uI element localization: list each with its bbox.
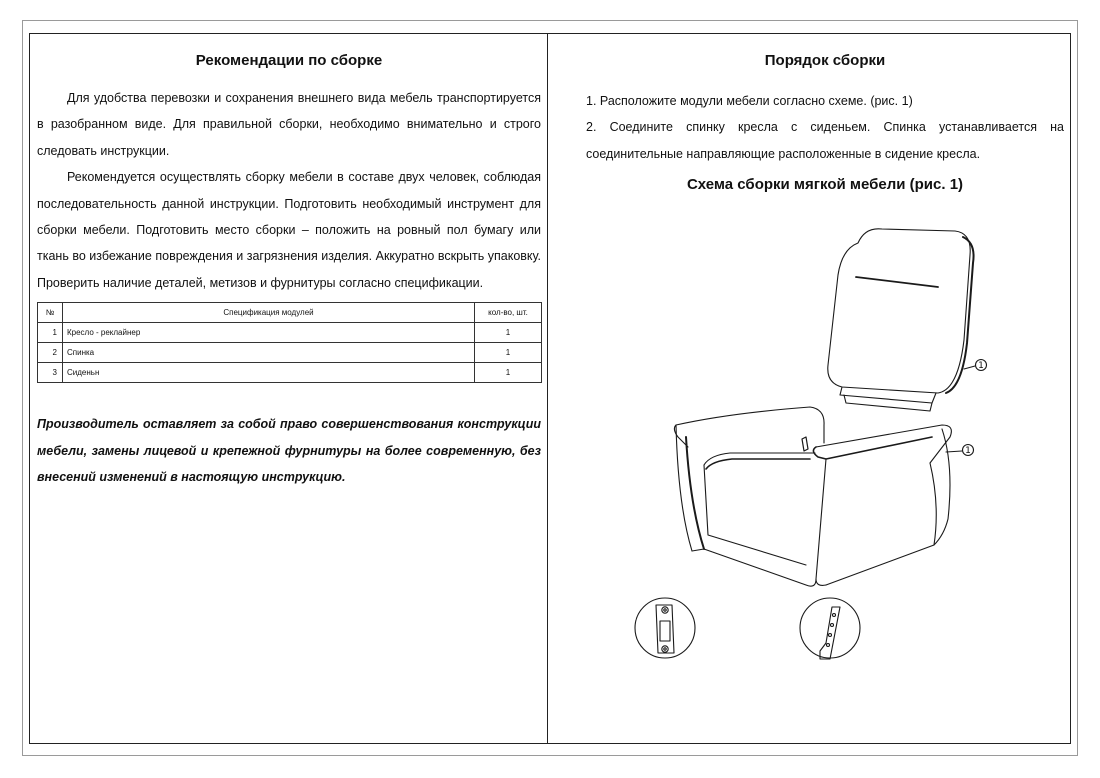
left-column [37,48,541,490]
diagram-title: Схема сборки мягкой мебели (рис. 1) [686,176,964,194]
row-number: 3 [38,363,63,383]
step-1-text: 1. Расположите модули мебели согласно схеме. (рис. 1) [586,94,913,108]
row-quantity: 1 [475,363,542,383]
assembly-recommendations-title: Рекомендации по сборке [195,52,383,69]
callout-backrest [964,360,987,372]
callout-seat [946,445,974,457]
column-header-qty: кол-во, шт. [475,303,542,323]
row-number: 2 [38,343,63,363]
table-row [38,363,542,383]
row-module-name: Сиденьн [63,363,475,383]
column-header-number: № [38,303,63,323]
recliner-assembly-diagram [620,215,1050,675]
table-row [38,323,542,343]
row-number: 1 [38,323,63,343]
mounting-bracket-detail [635,598,695,658]
preparation-paragraph: Рекомендуется осуществлять сборку мебели в составе двух человек, соблюдая последовательность данной инструкции. Подготовить необходимый инструмент для сборки мебели. Подготовить место сборки – положить на ровный пол бумагу или ткань во избежание повреждения и загрязнения изделия. Аккуратно вскрыть упаковку. Проверить наличие деталей, метизов и фурнитуры согласно спецификации. [37,170,541,290]
column-divider [547,33,548,744]
row-quantity: 1 [475,343,542,363]
guide-rail-detail [800,598,860,659]
column-header-spec: Спецификация модулей [63,303,475,323]
right-column [586,48,1064,197]
module-spec-table [37,302,542,383]
callout-number: 1 [978,361,984,371]
table-row [38,343,542,363]
seat-module-drawing [674,407,951,586]
row-module-name: Спинка [63,343,475,363]
callout-number: 1 [965,446,971,456]
step-2-text: 2. Соедините спинку кресла с сиденьем. Спинка устанавливается на соединительные направляющие расположенные в сидение кресла. [586,120,1064,161]
table-header-row [38,303,542,323]
assembly-order-title: Порядок сборки [764,52,886,69]
intro-paragraph: Для удобства перевозки и сохранения внешнего вида мебель транспортируется в разобранном виде. Для правильной сборки, необходимо внимательно и строго следовать инструкции. [37,91,541,158]
backrest-module-drawing [828,229,974,411]
row-quantity: 1 [475,323,542,343]
row-module-name: Кресло - реклайнер [63,323,475,343]
manufacturer-notice: Производитель оставляет за собой право совершенствования конструкции мебели, замены лицевой и крепежной фурнитуры на более современную, без внесений изменений в настоящую инструкцию. [37,417,541,485]
assembly-steps [586,88,1064,167]
